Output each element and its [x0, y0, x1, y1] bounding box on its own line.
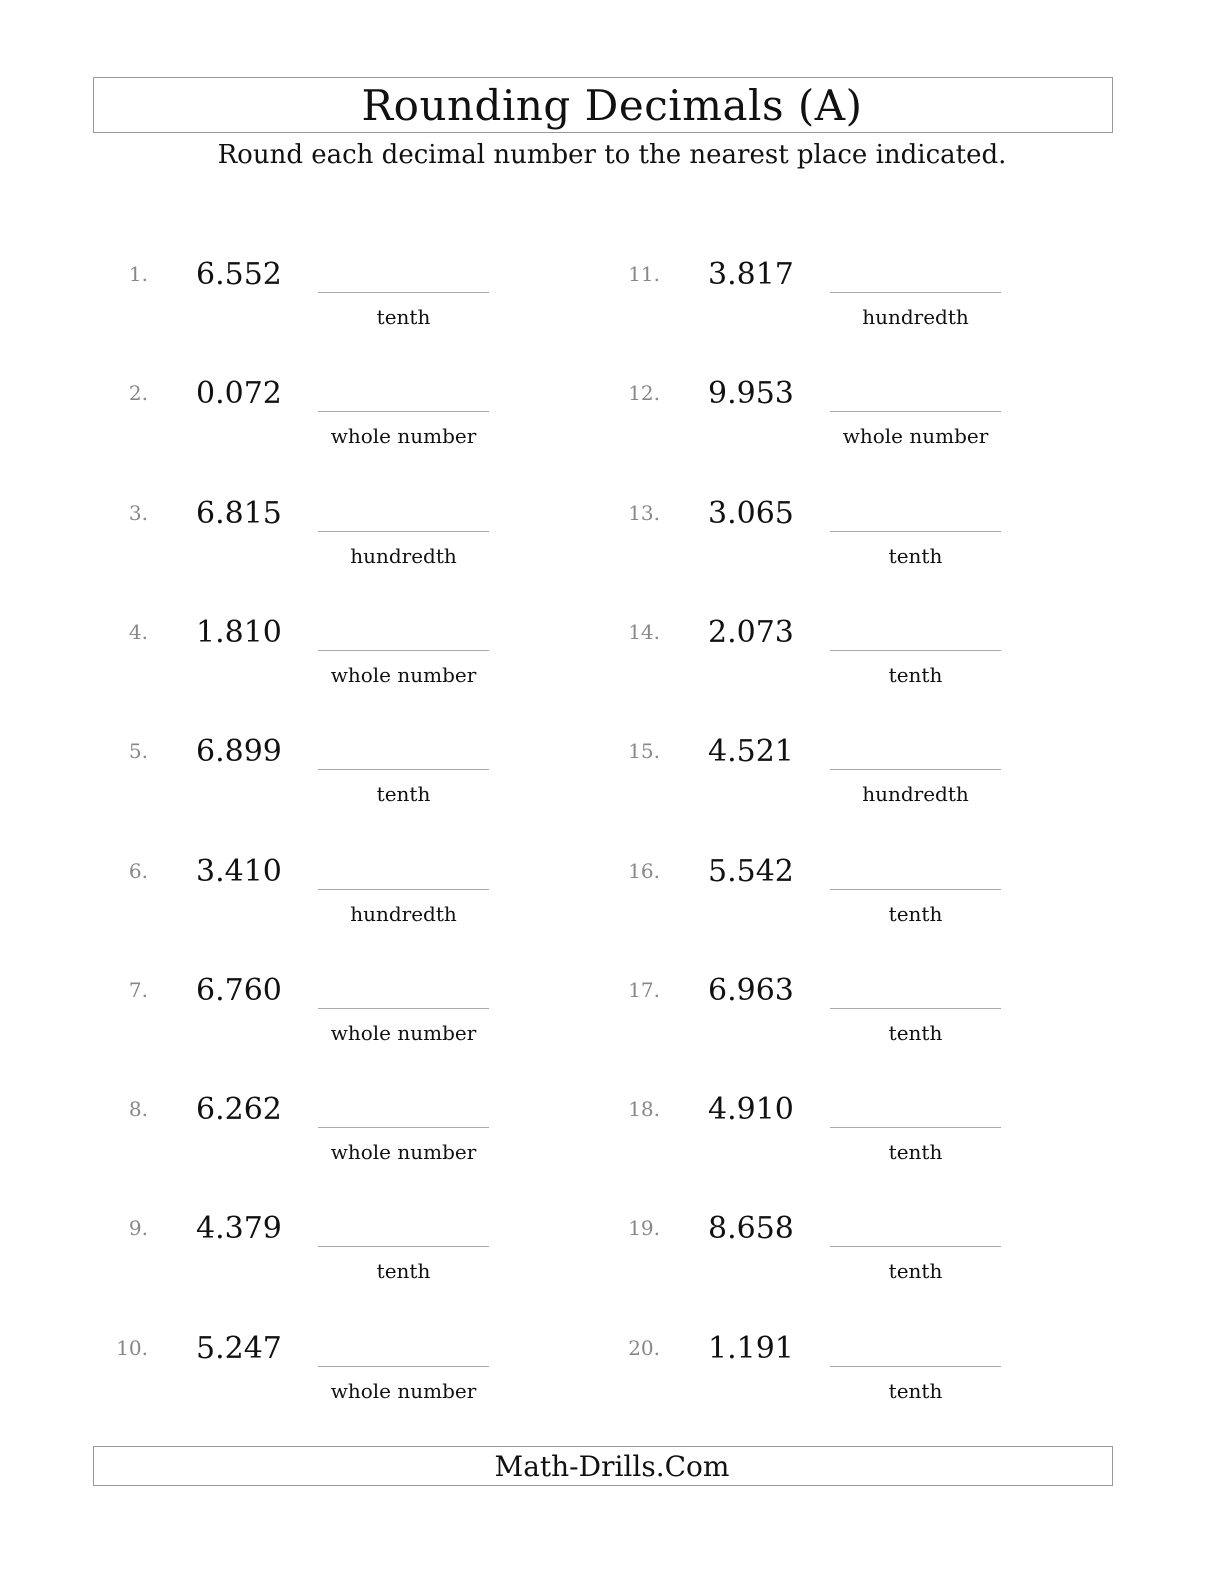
answer-line[interactable]	[318, 1366, 489, 1367]
decimal-value: 6.760	[196, 973, 282, 1008]
decimal-value: 5.247	[196, 1331, 282, 1366]
problem-item	[620, 258, 1040, 338]
problem-item	[620, 1332, 1040, 1412]
problem-item	[108, 974, 528, 1054]
problem-number: 8.	[128, 1097, 148, 1121]
answer-line[interactable]	[318, 889, 489, 890]
answer-line[interactable]	[830, 1127, 1001, 1128]
problem-number: 2.	[128, 381, 148, 405]
problem-number: 19.	[628, 1216, 660, 1240]
rounding-place-label: tenth	[888, 1259, 943, 1283]
problem-item	[108, 1093, 528, 1173]
answer-line[interactable]	[830, 292, 1001, 293]
rounding-place-label: whole number	[330, 1140, 477, 1164]
problem-item	[108, 616, 528, 696]
rounding-place-label: tenth	[888, 902, 943, 926]
decimal-value: 6.552	[196, 257, 282, 292]
rounding-place-label: whole number	[330, 1379, 477, 1403]
problem-item	[108, 1212, 528, 1292]
problem-item	[108, 377, 528, 457]
problem-number: 5.	[128, 739, 148, 763]
problem-item	[620, 735, 1040, 815]
rounding-place-label: tenth	[888, 663, 943, 687]
decimal-value: 3.817	[708, 257, 794, 292]
rounding-place-label: whole number	[330, 1021, 477, 1045]
rounding-place-label: tenth	[888, 544, 943, 568]
decimal-value: 6.899	[196, 734, 282, 769]
answer-line[interactable]	[318, 1127, 489, 1128]
decimal-value: 5.542	[708, 854, 794, 889]
problem-number: 10.	[116, 1336, 148, 1360]
problem-number: 15.	[628, 739, 660, 763]
problem-item	[108, 1332, 528, 1412]
answer-line[interactable]	[830, 1246, 1001, 1247]
answer-line[interactable]	[318, 1008, 489, 1009]
problem-number: 12.	[628, 381, 660, 405]
decimal-value: 3.065	[708, 496, 794, 531]
answer-line[interactable]	[318, 292, 489, 293]
answer-line[interactable]	[318, 650, 489, 651]
answer-line[interactable]	[830, 769, 1001, 770]
footer-site-name: Math-Drills.Com	[494, 1450, 730, 1483]
problem-number: 7.	[128, 978, 148, 1002]
answer-line[interactable]	[830, 650, 1001, 651]
problem-item	[108, 258, 528, 338]
problem-item	[620, 377, 1040, 457]
decimal-value: 4.910	[708, 1092, 794, 1127]
problem-number: 20.	[628, 1336, 660, 1360]
rounding-place-label: hundredth	[862, 305, 969, 329]
answer-line[interactable]	[830, 1008, 1001, 1009]
answer-line[interactable]	[318, 531, 489, 532]
rounding-place-label: tenth	[376, 1259, 431, 1283]
answer-line[interactable]	[830, 411, 1001, 412]
rounding-place-label: tenth	[888, 1379, 943, 1403]
answer-line[interactable]	[830, 1366, 1001, 1367]
decimal-value: 6.815	[196, 496, 282, 531]
rounding-place-label: whole number	[330, 663, 477, 687]
rounding-place-label: tenth	[888, 1140, 943, 1164]
decimal-value: 1.191	[708, 1331, 794, 1366]
decimal-value: 1.810	[196, 615, 282, 650]
problem-number: 3.	[128, 501, 148, 525]
problem-item	[620, 1093, 1040, 1173]
instructions: Round each decimal number to the nearest place indicated.	[217, 140, 1007, 170]
rounding-place-label: tenth	[888, 1021, 943, 1045]
answer-line[interactable]	[318, 769, 489, 770]
page-title: Rounding Decimals (A)	[361, 81, 863, 130]
problem-item	[108, 735, 528, 815]
problem-number: 1.	[128, 262, 148, 286]
answer-line[interactable]	[318, 1246, 489, 1247]
decimal-value: 6.963	[708, 973, 794, 1008]
problem-item	[620, 497, 1040, 577]
problem-item	[620, 616, 1040, 696]
problem-number: 16.	[628, 859, 660, 883]
problem-number: 18.	[628, 1097, 660, 1121]
decimal-value: 8.658	[708, 1211, 794, 1246]
rounding-place-label: hundredth	[862, 782, 969, 806]
answer-line[interactable]	[318, 411, 489, 412]
problem-number: 4.	[128, 620, 148, 644]
rounding-place-label: tenth	[376, 782, 431, 806]
problem-number: 17.	[628, 978, 660, 1002]
decimal-value: 9.953	[708, 376, 794, 411]
answer-line[interactable]	[830, 889, 1001, 890]
problem-number: 11.	[628, 262, 660, 286]
rounding-place-label: hundredth	[350, 902, 457, 926]
problem-item	[620, 1212, 1040, 1292]
decimal-value: 4.521	[708, 734, 794, 769]
problem-item	[620, 855, 1040, 935]
decimal-value: 3.410	[196, 854, 282, 889]
decimal-value: 2.073	[708, 615, 794, 650]
rounding-place-label: whole number	[842, 424, 989, 448]
rounding-place-label: hundredth	[350, 544, 457, 568]
answer-line[interactable]	[830, 531, 1001, 532]
problem-item	[620, 974, 1040, 1054]
decimal-value: 4.379	[196, 1211, 282, 1246]
decimal-value: 6.262	[196, 1092, 282, 1127]
rounding-place-label: whole number	[330, 424, 477, 448]
problem-number: 13.	[628, 501, 660, 525]
problem-number: 9.	[128, 1216, 148, 1240]
rounding-place-label: tenth	[376, 305, 431, 329]
problem-item	[108, 855, 528, 935]
decimal-value: 0.072	[196, 376, 282, 411]
problem-number: 14.	[628, 620, 660, 644]
problem-item	[108, 497, 528, 577]
problem-number: 6.	[128, 859, 148, 883]
